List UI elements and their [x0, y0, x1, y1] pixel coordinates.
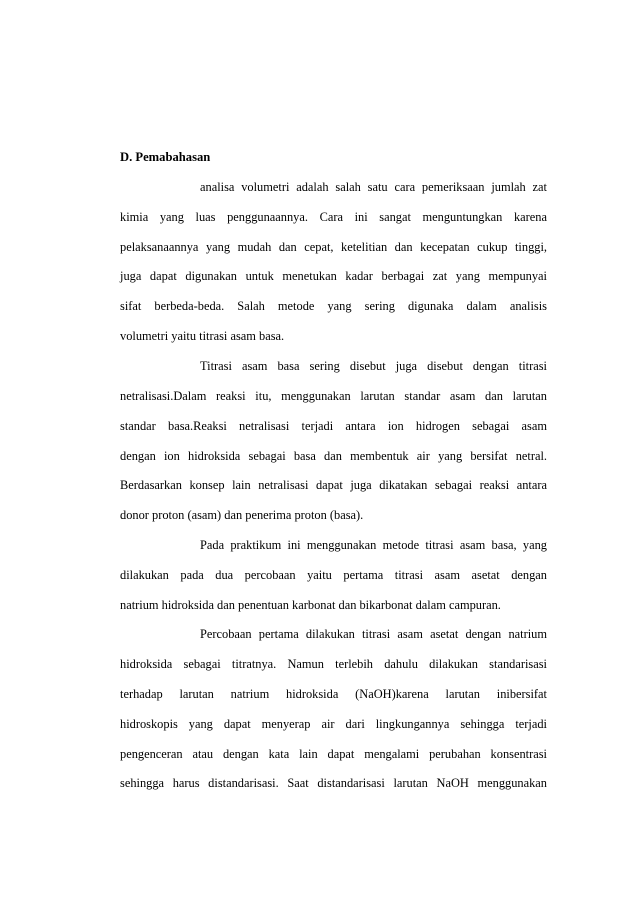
paragraph-2-line-3: standar basa.Reaksi netralisasi terjadi antara ion hidrogen sebagai asam — [120, 419, 547, 433]
paragraph-2-line-4: dengan ion hidroksida sebagai basa dan membentuk air yang bersifat netral. — [120, 449, 547, 463]
section-heading: D. Pemabahasan — [120, 150, 211, 164]
paragraph-4-line-5: pengenceran atau dengan kata lain dapat mengalami perubahan konsentrasi — [120, 747, 547, 761]
paragraph-2-line-6: donor proton (asam) dan penerima proton (basa). — [120, 508, 364, 522]
paragraph-4-line-3: terhadap larutan natrium hidroksida (NaOH)karena larutan inibersifat — [120, 687, 547, 701]
paragraph-1-line-3: pelaksanaannya yang mudah dan cepat, ketelitian dan kecepatan cukup tinggi, — [120, 240, 547, 254]
paragraph-1-line-1: analisa volumetri adalah salah satu cara pemeriksaan jumlah zat — [200, 180, 547, 194]
paragraph-4-line-2: hidroksida sebagai titratnya. Namun terlebih dahulu dilakukan standarisasi — [120, 657, 547, 671]
paragraph-3-line-2: dilakukan pada dua percobaan yaitu pertama titrasi asam asetat dengan — [120, 568, 547, 582]
paragraph-1-line-4: juga dapat digunakan untuk menetukan kadar berbagai zat yang mempunyai — [120, 269, 547, 283]
paragraph-4-line-1: Percobaan pertama dilakukan titrasi asam asetat dengan natrium — [200, 627, 547, 641]
paragraph-2-line-5: Berdasarkan konsep lain netralisasi dapat juga dikatakan sebagai reaksi antara — [120, 478, 547, 492]
paragraph-4-line-4: hidroskopis yang dapat menyerap air dari lingkungannya sehingga terjadi — [120, 717, 547, 731]
paragraph-1-line-6: volumetri yaitu titrasi asam basa. — [120, 329, 285, 343]
paragraph-1-line-5: sifat berbeda-beda. Salah metode yang sering digunaka dalam analisis — [120, 299, 547, 313]
paragraph-1-line-2: kimia yang luas penggunaannya. Cara ini sangat menguntungkan karena — [120, 210, 547, 224]
paragraph-3-line-3: natrium hidroksida dan penentuan karbonat dan bikarbonat dalam campuran. — [120, 598, 501, 612]
paragraph-3-line-1: Pada praktikum ini menggunakan metode titrasi asam basa, yang — [200, 538, 547, 552]
paragraph-2-line-2: netralisasi.Dalam reaksi itu, menggunakan larutan standar asam dan larutan — [120, 389, 547, 403]
paragraph-4-line-6: sehingga harus distandarisasi. Saat distandarisasi larutan NaOH menggunakan — [120, 776, 547, 790]
paragraph-2-line-1: Titrasi asam basa sering disebut juga disebut dengan titrasi — [200, 359, 547, 373]
